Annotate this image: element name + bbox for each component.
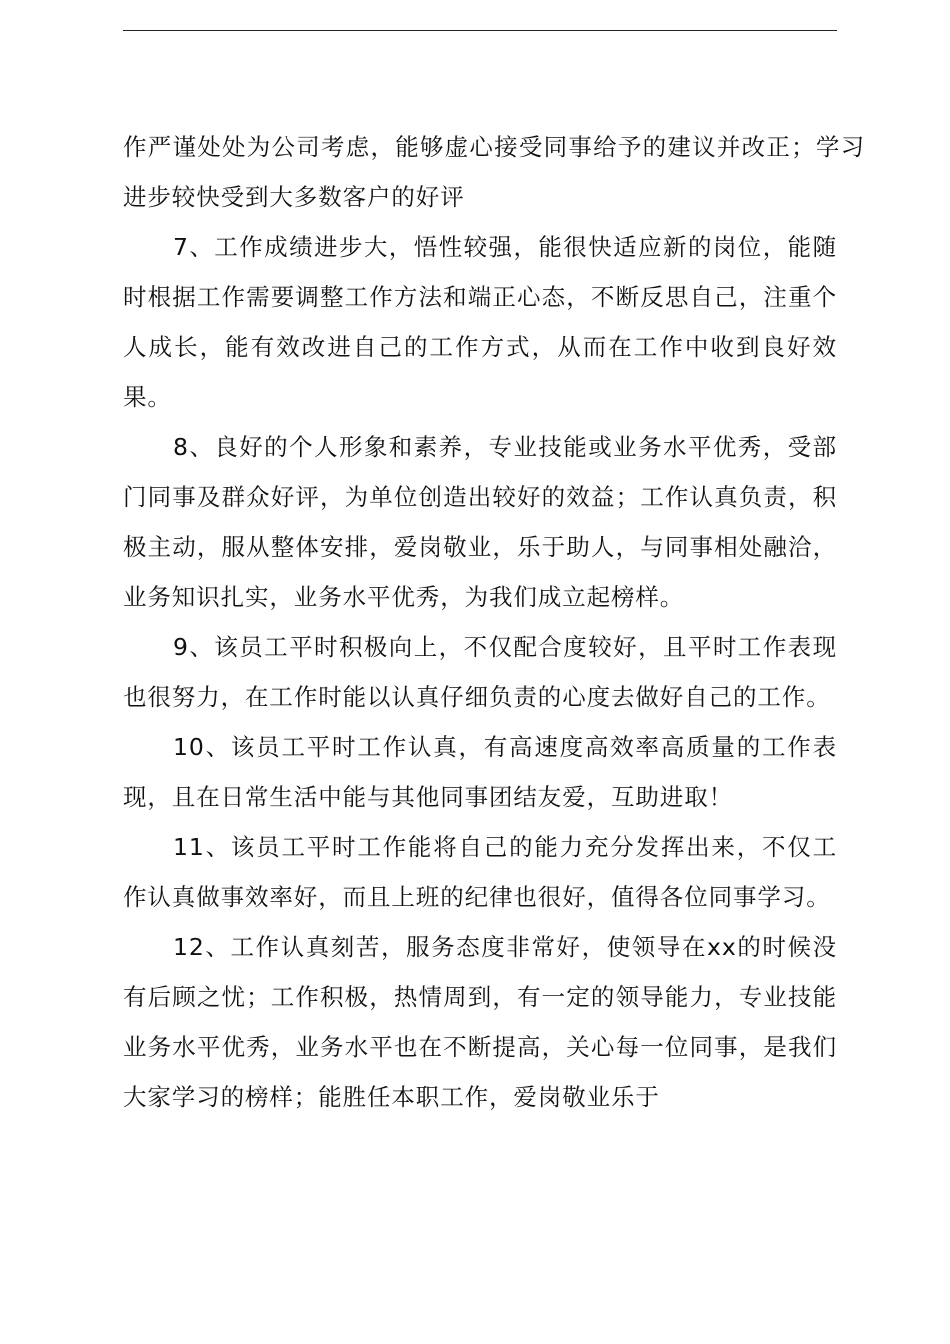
header-rule [123,30,837,31]
document-body [123,122,865,1122]
paragraph-item-9: 9、该员工平时积极向上，不仅配合度较好，且平时工作表现也很努力，在工作时能以认真仔细负责的心度去做好自己的工作。 [123,633,837,711]
paragraph-item-8: 8、良好的个人形象和素养，专业技能或业务水平优秀，受部门同事及群众好评，为单位创造出较好的效益；工作认真负责，积极主动，服从整体安排，爱岗敬业，乐于助人，与同事相处融洽，业务知识扎实，业务水平优秀，为我们成立起榜样。 [123,433,837,611]
paragraph-item-10: 10、该员工平时工作认真，有高速度高效率高质量的工作表现，且在日常生活中能与其他同事团结友爱，互助进取！ [123,733,837,811]
paragraph-item-7: 7、工作成绩进步大，悟性较强，能很快适应新的岗位，能随时根据工作需要调整工作方法和端正心态，不断反思自己，注重个人成长，能有效改进自己的工作方式，从而在工作中收到良好效果。 [123,233,837,411]
paragraph-item-11: 11、该员工平时工作能将自己的能力充分发挥出来，不仅工作认真做事效率好，而且上班的纪律也很好，值得各位同事学习。 [123,833,837,911]
paragraph-item-12: 12、工作认真刻苦，服务态度非常好，使领导在xx的时候没有后顾之忧；工作积极，热情周到，有一定的领导能力，专业技能业务水平优秀，业务水平也在不断提高，关心每一位同事，是我们大家学习的榜样；能胜任本职工作，爱岗敬业乐于 [123,933,837,1111]
paragraph-continued: 作严谨处处为公司考虑，能够虚心接受同事给予的建议并改正；学习进步较快受到大多数客户的好评 [123,133,865,211]
